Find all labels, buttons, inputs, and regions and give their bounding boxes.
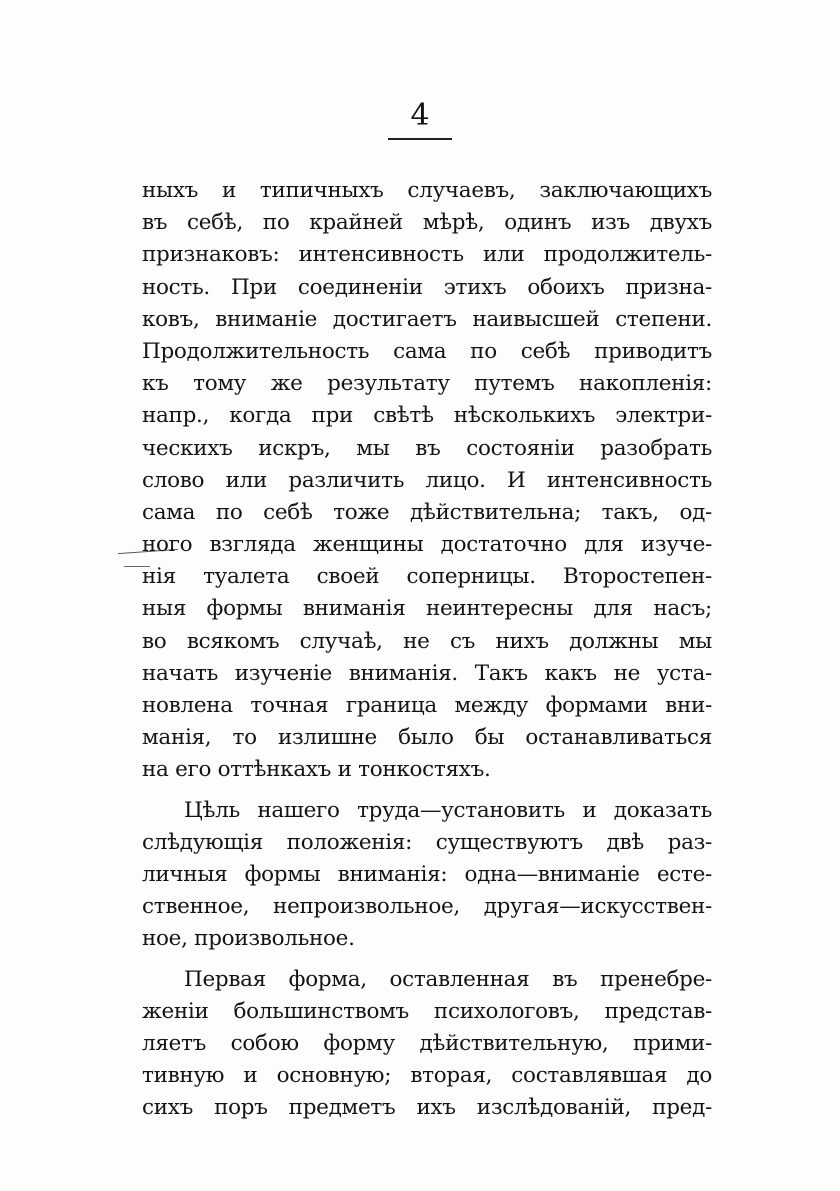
page-number-rule [388,138,452,140]
text-line: манiя, то излишне было бы останавливаться [142,725,712,751]
page-number: 4 [410,98,430,133]
text-line: нiя туалета своей соперницы. Второстепен- [142,564,712,590]
text-line: личныя формы вниманiя: одна—вниманiе есте- [142,861,712,887]
text-line: въ себѣ, по крайней мѣрѣ, одинъ изъ двухъ [142,210,712,236]
text-line: сихъ поръ предметъ ихъ изслѣдованiй, пред- [142,1095,712,1121]
text-line: начать изученiе вниманiя. Такъ какъ не уста- [142,660,712,686]
text-line: слово или различить лицо. И интенсивность [142,467,712,493]
text-line: ного взгляда женщины достаточно для изуче- [142,532,712,558]
text-line: женiи большинствомъ психологовъ, представ- [142,998,712,1024]
text-line: ческихъ искръ, мы въ состоянiи разобрать [142,435,712,461]
text-line: ковъ, вниманiе достигаетъ наивысшей степени. [142,306,712,332]
paragraph-1 [142,175,712,787]
body-text [142,175,712,1124]
text-line: на его оттѣнкахъ и тонкостяхъ. [142,757,491,783]
text-line: къ тому же результату путемъ накопленiя: [142,371,712,397]
paragraph-2 [142,795,712,956]
text-line: ныя формы вниманiя неинтересны для насъ; [142,596,712,622]
text-line: Цѣль нашего труда—установить и доказать [184,797,712,823]
text-line: сама по себѣ тоже дѣйствительна; такъ, од- [142,499,712,525]
text-line: ность. При соединенiи этихъ обоихъ призна- [142,274,712,300]
text-line: тивную и основную; вторая, составлявшая до [142,1063,712,1089]
text-line: во всякомъ случаѣ, не съ нихъ должны мы [142,628,712,654]
text-line: новлена точная граница между формами вни- [142,693,712,718]
text-line: напр., когда при свѣтѣ нѣсколькихъ электри- [142,403,712,429]
paragraph-3 [142,964,712,1125]
text-line: Продолжительность сама по себѣ приводитъ [142,338,712,364]
text-line: признаковъ: интенсивность или продолжитель- [142,242,712,268]
text-line: ныхъ и типичныхъ случаевъ, заключающихъ [142,178,712,203]
text-line: Первая форма, оставленная въ пренебре- [184,966,712,992]
text-line: слѣдующiя положенiя: существуютъ двѣ раз- [142,829,712,855]
text-line: ственное, непроизвольное, другая—искусствен- [142,894,712,920]
text-line: ляетъ собою форму дѣйствительную, прими- [142,1030,712,1056]
paragraph-gap [142,956,712,964]
paragraph-gap [142,787,712,795]
text-line: ное, произвольное. [142,926,355,952]
